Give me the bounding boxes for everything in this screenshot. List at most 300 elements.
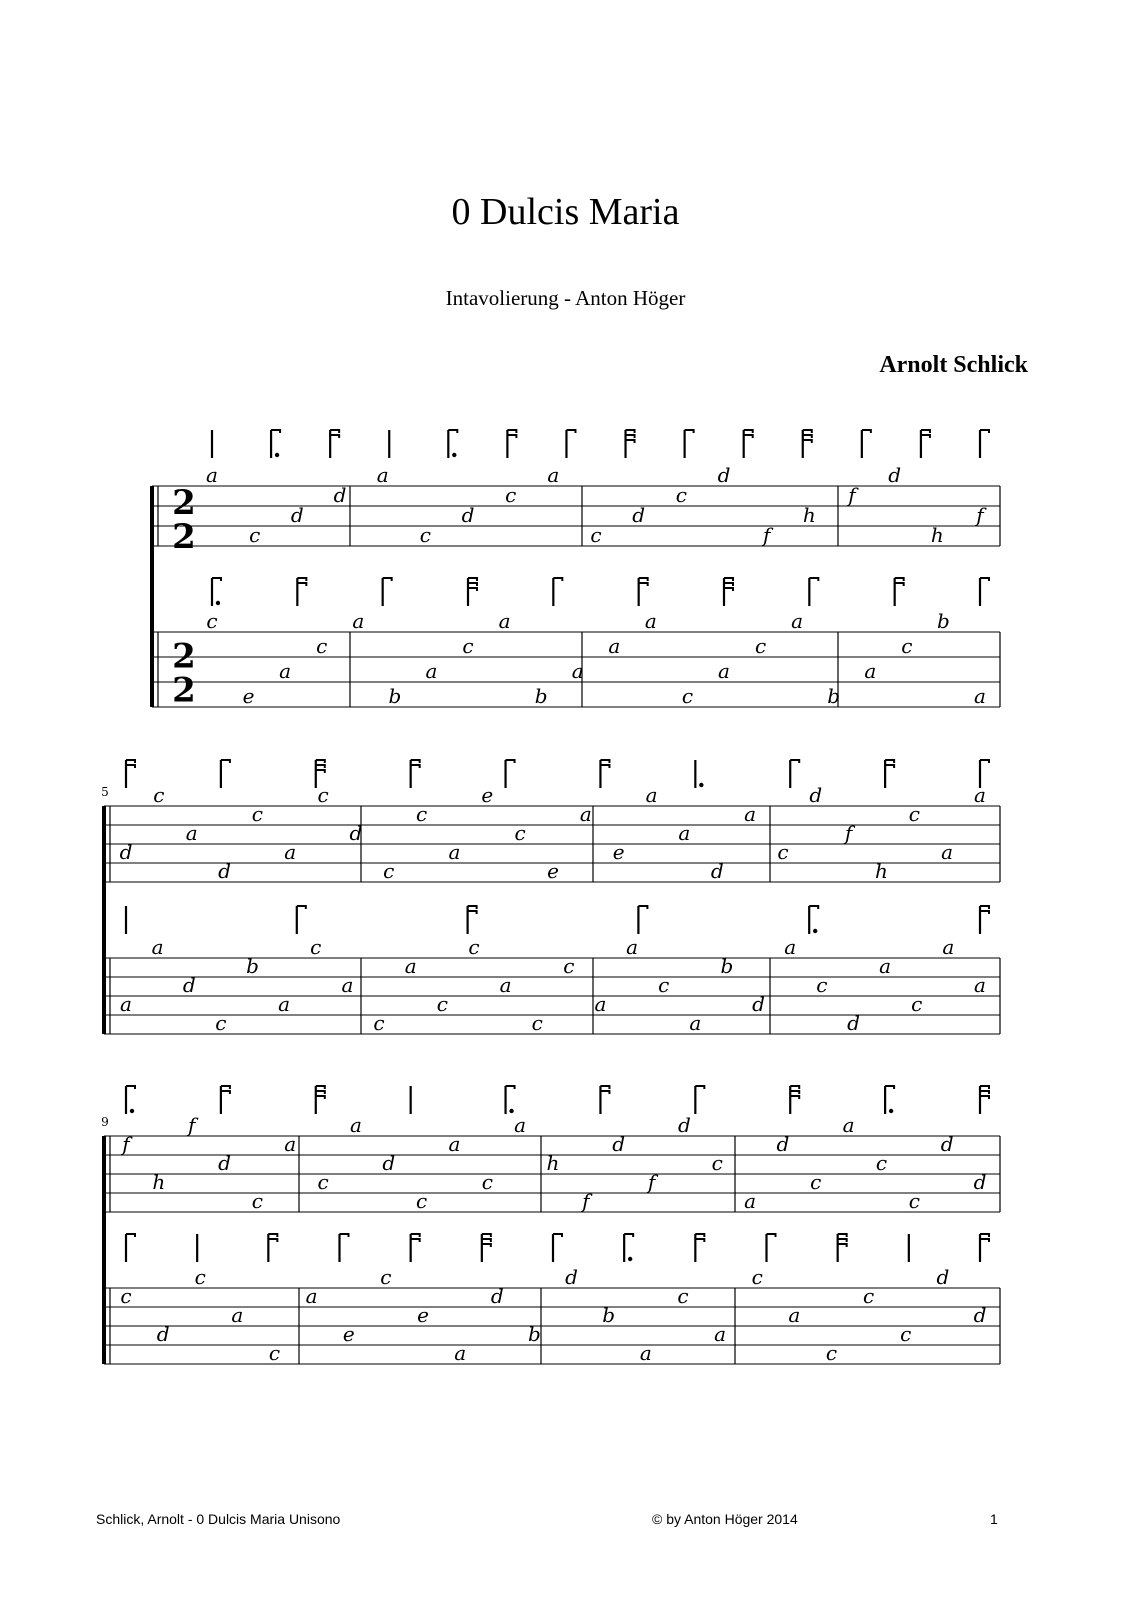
tab-letter: a (626, 935, 639, 959)
rhythm-flag (790, 760, 799, 763)
tab-letter: f (122, 1132, 130, 1156)
rhythm-flag (838, 1234, 847, 1237)
tab-letter: f (187, 1113, 196, 1137)
rhythm-sign (507, 430, 516, 458)
tab-letter: c (416, 802, 428, 826)
rhythm-dot (452, 453, 456, 457)
rhythm-flag (744, 430, 753, 433)
rhythm-flag (221, 1091, 230, 1094)
tab-letter: b (388, 684, 402, 708)
tab-letter: a (639, 1341, 652, 1365)
rhythm-flag (895, 578, 904, 581)
tab-letter: a (352, 609, 365, 633)
time-signature-denominator: 2 (172, 670, 196, 711)
tab-letter: d (156, 1322, 170, 1346)
rhythm-flag (506, 1086, 515, 1089)
tab-letter: c (590, 523, 602, 547)
tab-letter: b (827, 684, 841, 708)
tab-letter: d (710, 859, 724, 883)
rhythm-flag (271, 430, 280, 433)
tab-letter: c (310, 935, 322, 959)
tab-letter: c (316, 634, 328, 658)
rhythm-sign (895, 578, 904, 606)
rhythm-flag (803, 435, 812, 438)
rhythm-sign (212, 578, 221, 606)
rhythm-sign (411, 1234, 420, 1262)
rhythm-sign (885, 1086, 894, 1114)
tab-letter: e (481, 783, 494, 807)
rhythm-sign (744, 430, 753, 458)
tab-system-2 (104, 806, 1000, 1034)
rhythm-flag (626, 435, 635, 438)
rhythm-flag (600, 1086, 609, 1089)
tab-letter: a (279, 659, 292, 683)
time-signature-numerator: 2 (172, 483, 196, 523)
tab-letter: c (317, 783, 329, 807)
rhythm-flag (553, 1234, 562, 1237)
tab-letter: a (791, 609, 804, 633)
rhythm-flag (468, 583, 477, 586)
tab-letter: a (974, 783, 986, 807)
tab-letter: c (416, 1189, 428, 1213)
rhythm-dot (889, 1109, 893, 1113)
tab-letter: c (681, 684, 694, 708)
rhythm-flag (330, 430, 339, 433)
tab-letter: h (546, 1151, 560, 1175)
rhythm-flag (885, 765, 894, 768)
rhythm-flag (790, 1096, 799, 1099)
rhythm-sign (482, 1234, 491, 1262)
rhythm-flag (126, 760, 135, 763)
tab-letter: a (974, 684, 986, 708)
measure-number: 9 (101, 1115, 109, 1129)
tab-letter: d (973, 1170, 987, 1194)
rhythm-sign (468, 578, 477, 606)
tab-letter: d (752, 992, 765, 1016)
rhythm-sign (862, 430, 871, 458)
tab-letter: a (744, 1189, 757, 1213)
tab-letter: c (754, 634, 767, 658)
tab-letter: d (776, 1132, 790, 1156)
tab-letter: d (940, 1132, 954, 1156)
rhythm-flag (895, 583, 904, 586)
rhythm-flag (268, 1239, 277, 1242)
rhythm-sign (383, 578, 392, 606)
tab-letter: c (777, 840, 789, 864)
tab-letter: d (119, 840, 133, 864)
tab-letter: a (571, 659, 584, 683)
tab-letter: c (677, 1284, 689, 1308)
rhythm-flag (507, 435, 516, 438)
tab-letter: a (788, 1303, 801, 1327)
rhythm-sign (885, 760, 894, 788)
tab-letter: b (937, 609, 950, 633)
rhythm-sign (980, 430, 989, 458)
rhythm-sign (921, 430, 930, 458)
rhythm-sign (553, 578, 562, 606)
tab-letter: a (579, 802, 592, 826)
tab-letter: c (875, 1151, 888, 1175)
rhythm-sign (126, 760, 135, 788)
rhythm-sign (411, 760, 420, 788)
tab-letter: a (185, 821, 198, 845)
rhythm-sign (980, 1086, 989, 1114)
tab-letter: c (531, 1011, 543, 1035)
tab-letter: c (436, 992, 448, 1016)
tab-letter: c (249, 523, 261, 547)
tab-letter: c (908, 802, 920, 826)
rhythm-flag (468, 578, 477, 581)
tab-letter: a (341, 973, 354, 997)
rhythm-flag (126, 765, 135, 768)
tab-letter: a (284, 1132, 297, 1156)
footer-page-number: 1 (990, 1511, 998, 1527)
rhythm-flag (695, 1086, 704, 1089)
rhythm-flag (980, 1234, 989, 1237)
tab-letter: h (152, 1170, 166, 1194)
rhythm-flag (838, 1244, 847, 1247)
tab-letter: a (278, 992, 291, 1016)
rhythm-flag (921, 435, 930, 438)
tab-letter: a (206, 463, 218, 487)
rhythm-flag (468, 911, 477, 914)
rhythm-sign (268, 1234, 277, 1262)
rhythm-sign (809, 906, 818, 934)
footer-left: Schlick, Arnolt - 0 Dulcis Maria Unisono (96, 1511, 341, 1527)
piece-subtitle: Intavolierung - Anton Höger (445, 286, 686, 310)
tab-letter: f (582, 1189, 590, 1213)
tab-letter: c (373, 1011, 385, 1035)
rhythm-flag (744, 435, 753, 438)
tab-letter: d (333, 483, 347, 507)
rhythm-flag (885, 760, 894, 763)
rhythm-flag (316, 770, 325, 773)
rhythm-flag (624, 1234, 633, 1237)
rhythm-flag (316, 765, 325, 768)
tab-letter: d (349, 821, 363, 845)
tab-letter: a (644, 609, 657, 633)
rhythm-sign (330, 430, 339, 458)
rhythm-sign (553, 1234, 562, 1262)
rhythm-flag (724, 578, 733, 581)
tab-letter: c (120, 1284, 132, 1308)
rhythm-flag (221, 1086, 230, 1089)
rhythm-flag (980, 906, 989, 909)
rhythm-flag (126, 1086, 135, 1089)
tab-letter: b (534, 684, 548, 708)
tab-letter: e (342, 1322, 355, 1346)
rhythm-flag (411, 765, 420, 768)
rhythm-sign (271, 430, 280, 458)
rhythm-sign (695, 1234, 704, 1262)
tab-letter: c (251, 1189, 263, 1213)
rhythm-sign (340, 1234, 349, 1262)
rhythm-sign (803, 430, 812, 458)
tab-letter: c (751, 1265, 763, 1289)
rhythm-flag (980, 578, 989, 581)
rhythm-flag (980, 1091, 989, 1094)
rhythm-sign (506, 760, 515, 788)
rhythm-sign (767, 1234, 776, 1262)
rhythm-sign (790, 760, 799, 788)
tab-letter: a (454, 1341, 467, 1365)
rhythm-sign (626, 430, 635, 458)
tab-letter: a (499, 973, 512, 997)
tab-letter: f (647, 1170, 656, 1194)
tab-letter: a (942, 935, 955, 959)
tab-letter: d (612, 1132, 626, 1156)
rhythm-sign (221, 1086, 230, 1114)
tab-letter: a (448, 840, 461, 864)
rhythm-flag (685, 430, 694, 433)
rhythm-flag (268, 1234, 277, 1237)
tab-letter: c (153, 783, 165, 807)
tab-letter: e (242, 684, 255, 708)
rhythm-flag (980, 1239, 989, 1242)
tab-letter: a (678, 821, 691, 845)
rhythm-sign (838, 1234, 847, 1262)
tab-letter: c (901, 634, 913, 658)
tab-letter: d (809, 783, 823, 807)
rhythm-flag (724, 583, 733, 586)
tab-letter: e (547, 859, 559, 883)
time-signature-denominator: 2 (172, 517, 196, 557)
rhythm-flag (482, 1239, 491, 1242)
tab-letter: c (251, 802, 263, 826)
tab-letter: d (182, 973, 196, 997)
rhythm-sign (980, 1234, 989, 1262)
rhythm-flag (448, 430, 457, 433)
rhythm-dot (130, 1109, 134, 1113)
tab-letter: a (718, 659, 730, 683)
rhythm-dot (699, 783, 703, 787)
time-signature-numerator: 2 (172, 636, 196, 677)
tab-letter: c (908, 1189, 920, 1213)
tab-letter: b (720, 954, 734, 978)
rhythm-flag (790, 1086, 799, 1089)
tab-letter: a (498, 609, 511, 633)
rhythm-sign (695, 760, 703, 788)
rhythm-flag (482, 1244, 491, 1247)
rhythm-dot (509, 1109, 513, 1113)
rhythm-sign (724, 578, 733, 606)
tab-letter: h (930, 523, 944, 547)
tab-letter: c (215, 1011, 227, 1035)
rhythm-flag (803, 440, 812, 443)
tab-letter: h (875, 859, 888, 883)
tab-letter: b (602, 1303, 616, 1327)
rhythm-flag (695, 1239, 704, 1242)
rhythm-sign (126, 1234, 135, 1262)
tab-letter: a (120, 992, 132, 1016)
tab-letter: a (514, 1113, 527, 1137)
rhythm-flag (383, 578, 392, 581)
rhythm-flag (212, 578, 221, 581)
tab-letter: a (689, 1011, 702, 1035)
rhythm-flag (600, 1091, 609, 1094)
rhythm-flag (340, 1234, 349, 1237)
tab-letter: a (941, 840, 954, 864)
tab-letter: c (268, 1341, 281, 1365)
tab-letter: a (448, 1132, 461, 1156)
rhythm-sign (566, 430, 575, 458)
tab-letter: d (677, 1113, 691, 1137)
rhythm-sign (790, 1086, 799, 1114)
tab-letter: d (888, 463, 902, 487)
tab-letter: d (847, 1011, 860, 1035)
composer-name: Arnolt Schlick (879, 352, 1028, 378)
tab-letter: a (784, 935, 797, 959)
rhythm-flag (330, 435, 339, 438)
rhythm-flag (126, 1234, 135, 1237)
rhythm-flag (626, 430, 635, 433)
rhythm-flag (724, 588, 733, 591)
rhythm-flag (316, 1096, 325, 1099)
tab-letter: d (461, 503, 475, 527)
tab-letter: e (612, 840, 625, 864)
rhythm-flag (506, 760, 515, 763)
tab-letter: a (404, 954, 417, 978)
rhythm-flag (553, 578, 562, 581)
tab-letter: c (810, 1170, 822, 1194)
tab-letter: b (528, 1322, 541, 1346)
tab-letter: a (425, 659, 438, 683)
tab-letter: a (305, 1284, 318, 1308)
rhythm-flag (316, 1086, 325, 1089)
rhythm-flag (297, 583, 306, 586)
rhythm-flag (221, 760, 230, 763)
piece-title: 0 Dulcis Maria (451, 191, 680, 233)
tab-letter: d (565, 1265, 578, 1289)
tab-letter: c (462, 634, 474, 658)
rhythm-flag (803, 430, 812, 433)
rhythm-sign (126, 1086, 135, 1114)
measure-number: 5 (101, 785, 109, 799)
tab-letter: f (762, 523, 771, 547)
rhythm-flag (297, 578, 306, 581)
tab-letter: h (802, 503, 816, 527)
rhythm-sign (809, 578, 818, 606)
rhythm-flag (297, 906, 306, 909)
rhythm-flag (980, 430, 989, 433)
rhythm-flag (482, 1234, 491, 1237)
tab-letter: a (842, 1113, 855, 1137)
rhythm-flag (316, 760, 325, 763)
rhythm-flag (885, 1086, 894, 1089)
rhythm-dot (813, 929, 817, 933)
tab-letter: d (290, 503, 304, 527)
rhythm-dot (216, 601, 220, 605)
tab-letter: a (594, 992, 607, 1016)
rhythm-sign (600, 760, 609, 788)
tab-letter: c (206, 609, 218, 633)
rhythm-flag (809, 578, 818, 581)
tab-letter: f (844, 821, 853, 845)
tab-letter: a (744, 802, 757, 826)
rhythm-flag (316, 1091, 325, 1094)
tab-letter: c (658, 973, 670, 997)
tab-letter: c (317, 1170, 329, 1194)
tab-letter: d (717, 463, 731, 487)
rhythm-flag (600, 765, 609, 768)
tab-letter: c (194, 1265, 206, 1289)
rhythm-sign (297, 906, 306, 934)
rhythm-flag (507, 430, 516, 433)
tab-letter: c (675, 483, 687, 507)
tab-letter: c (514, 821, 526, 845)
tab-letter: c (481, 1170, 493, 1194)
rhythm-flag (862, 430, 871, 433)
rhythm-flag (639, 583, 648, 586)
rhythm-sign (980, 578, 989, 606)
tab-letter: c (380, 1265, 392, 1289)
tab-letter: a (376, 463, 389, 487)
tab-letter: c (816, 973, 828, 997)
tab-letter: a (547, 463, 560, 487)
tab-letter: d (218, 1151, 231, 1175)
tab-letter: d (973, 1303, 987, 1327)
rhythm-flag (980, 760, 989, 763)
rhythm-flag (980, 1096, 989, 1099)
rhythm-flag (767, 1234, 776, 1237)
rhythm-sign (624, 1234, 633, 1262)
tab-letter: a (974, 973, 986, 997)
rhythm-sign (695, 1086, 704, 1114)
rhythm-dot (628, 1257, 632, 1261)
tab-letter: c (468, 935, 480, 959)
tab-letter: a (231, 1303, 244, 1327)
rhythm-sign (685, 430, 694, 458)
rhythm-flag (468, 588, 477, 591)
tab-letter: e (417, 1303, 429, 1327)
tab-letter: c (911, 992, 923, 1016)
tab-letter: d (632, 503, 646, 527)
tab-letter: a (864, 659, 877, 683)
rhythm-sign (639, 578, 648, 606)
tab-letter: f (848, 483, 856, 507)
rhythm-flag (980, 1086, 989, 1089)
tab-letter: c (419, 523, 431, 547)
tab-letter: c (711, 1151, 723, 1175)
rhythm-flag (600, 760, 609, 763)
tab-letter: c (863, 1284, 875, 1308)
rhythm-flag (411, 1239, 420, 1242)
tab-letter: d (936, 1265, 950, 1289)
rhythm-sign (221, 760, 230, 788)
rhythm-flag (980, 911, 989, 914)
rhythm-dot (275, 453, 279, 457)
tab-letter: a (645, 783, 658, 807)
tab-letter: d (490, 1284, 504, 1308)
tab-letter: a (349, 1113, 362, 1137)
tab-letter: d (382, 1151, 396, 1175)
footer-center: © by Anton Höger 2014 (652, 1511, 798, 1527)
rhythm-flag (566, 430, 575, 433)
rhythm-sign (316, 1086, 325, 1114)
rhythm-flag (411, 1234, 420, 1237)
rhythm-sign (297, 578, 306, 606)
tab-letter: a (714, 1322, 727, 1346)
rhythm-sign (600, 1086, 609, 1114)
rhythm-flag (790, 1091, 799, 1094)
rhythm-flag (638, 906, 647, 909)
rhythm-flag (626, 440, 635, 443)
tab-letter: b (246, 954, 259, 978)
tab-letter: a (284, 840, 297, 864)
rhythm-flag (695, 1234, 704, 1237)
rhythm-sign (980, 906, 989, 934)
tab-letter: a (151, 935, 164, 959)
